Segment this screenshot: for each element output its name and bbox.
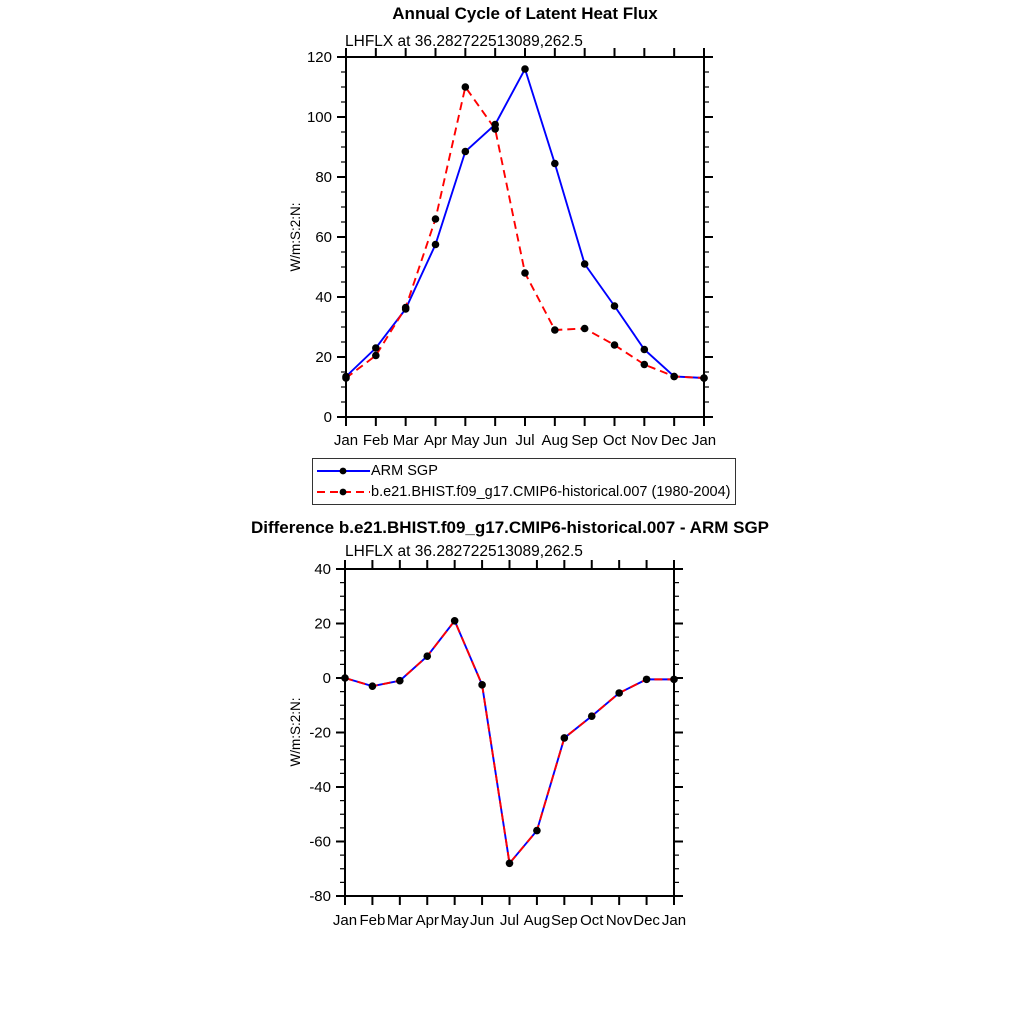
x-tick-label: Sep xyxy=(571,432,599,449)
legend-item-arm-sgp xyxy=(316,462,735,480)
x-tick-label: Oct xyxy=(602,432,627,449)
arm-sgp-markers xyxy=(342,65,708,382)
legend-label-arm-sgp: ARM SGP xyxy=(371,463,438,479)
difference-markers xyxy=(341,617,678,867)
x-tick-label: Feb xyxy=(359,912,386,929)
x-tick-label: Apr xyxy=(415,912,439,929)
y-tick-label: -20 xyxy=(309,724,331,742)
y-axis-tick-labels xyxy=(309,561,331,905)
b-e21-bhist-f09-g17-cmip6-historical-007-1980-2004-line xyxy=(346,87,704,378)
legend-sample-dashed-line-icon xyxy=(316,485,371,499)
figure1-subtitle: LHFLX at 36.282722513089,262.5 xyxy=(345,33,583,50)
x-tick-label: Jan xyxy=(332,912,358,929)
x-tick-label: Jan xyxy=(691,432,717,449)
y-tick-label: 0 xyxy=(322,670,331,687)
legend-item-model xyxy=(316,483,735,501)
figure2-title: Difference b.e21.BHIST.f09_g17.CMIP6-historical.007 - ARM SGP xyxy=(250,518,770,537)
x-axis-ticks xyxy=(345,560,674,905)
x-axis-month-labels xyxy=(333,912,686,929)
x-tick-label: Jun xyxy=(483,432,508,449)
figure1-y-axis-title: W/m:S:2:N: xyxy=(288,202,303,272)
difference-chart xyxy=(240,552,780,940)
x-tick-label: Jun xyxy=(469,912,495,929)
x-axis-month-labels xyxy=(334,432,716,449)
x-tick-label: Nov xyxy=(630,432,658,449)
x-axis-ticks xyxy=(346,48,704,426)
plot-frame xyxy=(346,57,704,417)
y-tick-label: 40 xyxy=(315,289,332,306)
x-tick-label: Mar xyxy=(392,432,419,449)
y-tick-label: 100 xyxy=(306,109,332,126)
difference-line xyxy=(345,621,674,864)
legend-sample-solid-line-icon xyxy=(316,464,371,478)
x-tick-label: Sep xyxy=(550,912,578,929)
x-tick-label: Apr xyxy=(423,432,448,449)
x-tick-label: Feb xyxy=(362,432,389,449)
x-tick-label: Aug xyxy=(541,432,569,449)
y-tick-label: 120 xyxy=(306,49,332,66)
y-axis-tick-labels xyxy=(307,49,332,426)
x-tick-label: May xyxy=(440,912,469,929)
x-tick-label: Oct xyxy=(580,912,604,929)
x-tick-label: Jan xyxy=(661,912,687,929)
figure2-subtitle: LHFLX at 36.282722513089,262.5 xyxy=(345,543,583,560)
y-tick-label: -80 xyxy=(309,888,331,905)
x-tick-label: Mar xyxy=(386,912,413,929)
difference-red-dashed-overlay-line xyxy=(345,621,674,864)
x-tick-label: Jul xyxy=(515,432,535,449)
legend-box xyxy=(312,458,736,505)
x-tick-label: Aug xyxy=(523,912,551,929)
legend-label-model: b.e21.BHIST.f09_g17.CMIP6-historical.007 (1980-2004) xyxy=(371,484,731,500)
arm-sgp-line xyxy=(346,69,704,378)
y-tick-label: 60 xyxy=(315,229,332,246)
b-e21-bhist-f09-g17-cmip6-historical-007-1980-2004-markers xyxy=(342,83,708,382)
y-tick-label: 80 xyxy=(315,169,332,186)
y-tick-label: 20 xyxy=(314,615,331,633)
y-tick-label: -40 xyxy=(309,779,331,796)
x-tick-label: Dec xyxy=(660,432,688,449)
x-tick-label: Nov xyxy=(605,912,633,929)
x-tick-label: Jan xyxy=(333,432,359,449)
x-tick-label: May xyxy=(451,432,480,449)
figure2-y-axis-title: W/m:S:2:N: xyxy=(288,697,303,767)
annual-cycle-chart xyxy=(240,40,780,456)
x-tick-label: Dec xyxy=(633,912,660,929)
y-axis-ticks xyxy=(336,569,683,896)
y-tick-label: -60 xyxy=(309,833,331,851)
x-tick-label: Jul xyxy=(499,912,520,929)
y-tick-label: 0 xyxy=(323,409,332,426)
y-axis-ticks xyxy=(337,57,713,417)
figure1-title: Annual Cycle of Latent Heat Flux xyxy=(392,4,658,23)
y-tick-label: 40 xyxy=(314,561,331,578)
plot-frame xyxy=(345,569,674,896)
y-tick-label: 20 xyxy=(315,349,332,366)
